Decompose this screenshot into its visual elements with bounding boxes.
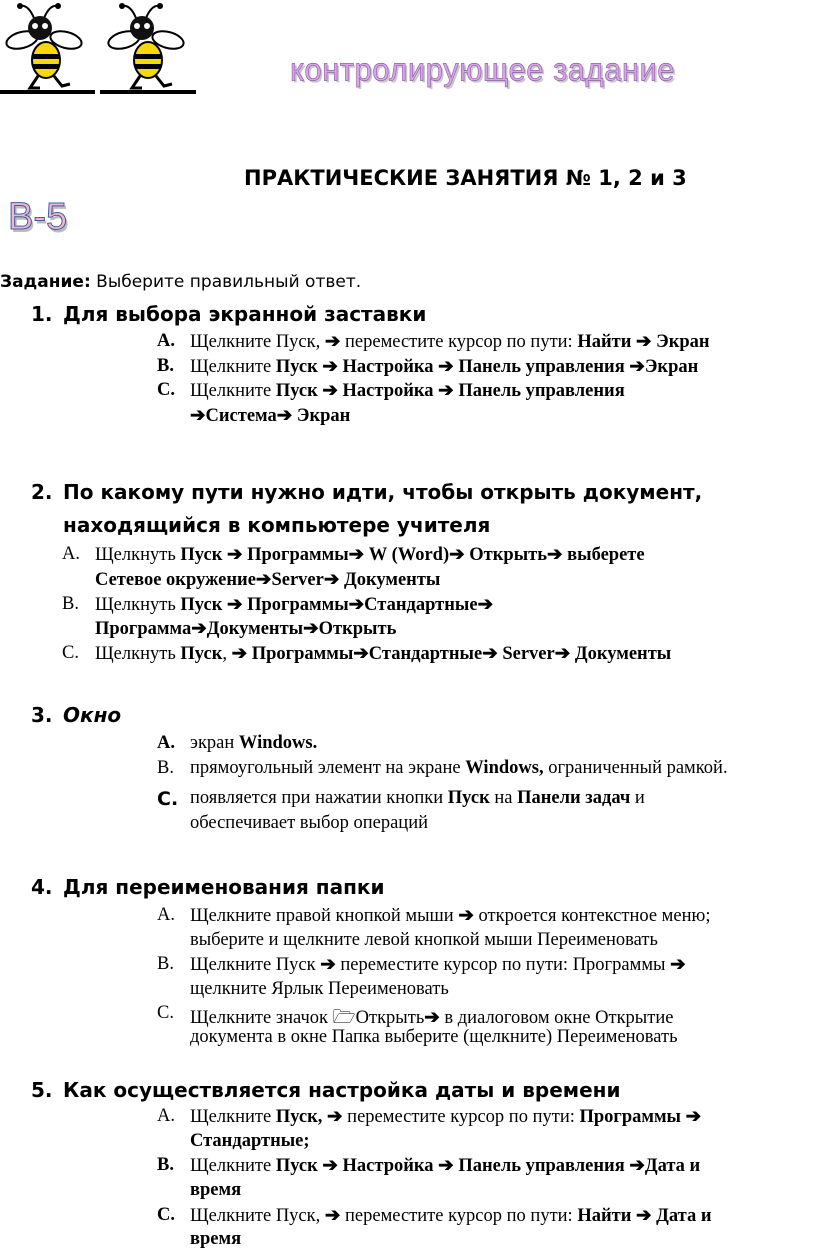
text-segment: Программа [95, 619, 192, 639]
question-text: Как осуществляется настройка даты и времени [63, 1078, 621, 1102]
question-text: По какому пути нужно идти, чтобы открыть документ, [63, 480, 703, 504]
question-number: 5. [31, 1078, 53, 1102]
text-segment: Открыть [464, 545, 548, 565]
text-segment: переместите курсор по пути: [342, 1107, 580, 1127]
text-segment: Щелкните [190, 381, 276, 401]
text-segment: Пуск [180, 595, 227, 615]
question-text: Для переименования папки [63, 875, 385, 899]
text-segment: прямоугольный элемент на экране [190, 758, 466, 778]
text-segment: Панель управления [453, 1156, 630, 1176]
arrow-icon: ➔ [636, 332, 652, 352]
text-segment: Дата и [651, 1206, 712, 1226]
page-title: ПРАКТИЧЕСКИЕ ЗАНЯТИЯ № 1, 2 и 3 [244, 166, 687, 190]
text-segment: Программы [247, 644, 354, 664]
text-segment: Щелкните [190, 1107, 276, 1127]
option-text [190, 356, 698, 378]
arrow-icon: ➔ [547, 545, 563, 565]
arrow-icon: ➔ [458, 906, 474, 926]
text-segment: выберете [562, 545, 645, 565]
arrow-icon: ➔ [303, 619, 319, 639]
text-segment: Щелкните Пуск, [190, 1206, 325, 1226]
question-text: Окно [63, 703, 122, 727]
text-segment: Панель управления [453, 381, 625, 401]
divider [0, 90, 95, 94]
arrow-icon: ➔ [322, 357, 338, 377]
text-segment: Документы [206, 619, 304, 639]
bee-icon [106, 0, 188, 92]
option-letter: B. [157, 356, 174, 376]
text-segment: Щелкните Пуск, [190, 332, 325, 352]
arrow-icon: ➔ [190, 406, 206, 426]
text-segment: Пуск, [275, 1107, 323, 1127]
text-segment: щелкните Ярлык Переименовать [190, 979, 449, 999]
arrow-icon: ➔ [424, 1008, 440, 1028]
folder-icon: 🗁 [332, 1008, 356, 1028]
arrow-icon: ➔ [670, 955, 686, 975]
text-segment: обеспечивает выбор операций [190, 813, 429, 833]
arrow-icon: ➔ [685, 1107, 702, 1127]
text-segment: Щелкните правой кнопкой мыши [190, 906, 459, 926]
text-segment: Найти [577, 1206, 636, 1226]
text-segment: и [630, 788, 645, 808]
arrow-icon: ➔ [323, 570, 340, 590]
option-letter: C. [157, 380, 175, 400]
text-segment: Экран [292, 406, 351, 426]
variant-label: В-5 [8, 196, 68, 238]
arrow-icon: ➔ [276, 406, 293, 426]
text-segment: Экран [644, 357, 699, 377]
option-text [190, 405, 350, 427]
option-text [190, 788, 645, 809]
option-text [190, 1027, 678, 1048]
option-letter: A. [157, 905, 175, 925]
option-letter: B. [157, 758, 174, 778]
arrow-icon: ➔ [231, 644, 248, 664]
text-segment: документа в окне Папка выберите (щелкните) Переименовать [190, 1027, 678, 1047]
text-segment: экран [190, 733, 239, 753]
option-letter: A. [157, 331, 175, 351]
arrow-icon: ➔ [629, 1156, 645, 1176]
text-segment: Server [497, 644, 555, 664]
option-letter: A. [157, 733, 175, 753]
text-segment: Щелкнуть [95, 545, 181, 565]
option-text [190, 1205, 712, 1227]
arrow-icon: ➔ [255, 570, 272, 590]
option-letter: A. [62, 544, 80, 564]
arrow-icon: ➔ [348, 545, 365, 565]
question-number: 2. [31, 480, 53, 504]
text-segment: на [489, 788, 518, 808]
question-number: 1. [31, 302, 53, 326]
question-text: Для выбора экранной заставки [63, 302, 427, 326]
text-segment: Щелкнуть [95, 644, 181, 664]
text-segment: , [222, 644, 232, 664]
option-text [190, 758, 728, 779]
text-segment: откроется контекстное меню; [473, 906, 711, 926]
arrow-icon: ➔ [322, 1156, 338, 1176]
option-text [190, 1155, 700, 1177]
arrow-icon: ➔ [226, 545, 243, 565]
text-segment: переместите курсор по пути: [340, 332, 578, 352]
option-text [95, 569, 440, 591]
text-segment: Настройка [337, 1156, 439, 1176]
arrow-icon: ➔ [477, 595, 494, 615]
text-segment: появляется при нажатии кнопки [190, 788, 448, 808]
text-segment: Сетевое окружение [95, 570, 256, 590]
text-segment: ограниченный рамкой. [543, 758, 728, 778]
option-letter: A. [157, 1106, 175, 1126]
task-label: Задание: [0, 272, 91, 292]
text-segment: Программы [242, 545, 349, 565]
option-text [190, 930, 658, 951]
text-segment: Стандартные; [190, 1131, 310, 1151]
text-segment: Программы [579, 1107, 686, 1127]
arrow-icon: ➔ [629, 357, 645, 377]
option-text [190, 1229, 241, 1250]
text-segment: Стандартные [368, 644, 483, 664]
option-text [95, 594, 493, 616]
option-letter: C. [157, 1003, 174, 1023]
text-segment: Экран [651, 332, 710, 352]
arrow-icon: ➔ [554, 644, 571, 664]
text-segment: Пуск [447, 788, 490, 808]
text-segment: Server [271, 570, 324, 590]
arrow-icon: ➔ [348, 595, 365, 615]
option-text [190, 979, 449, 1000]
text-segment: Система [205, 406, 277, 426]
option-text [190, 1131, 310, 1152]
text-segment: Настройка [337, 381, 439, 401]
arrow-icon: ➔ [438, 357, 454, 377]
option-text [190, 905, 710, 927]
arrow-icon: ➔ [327, 1107, 343, 1127]
option-letter: C. [157, 1205, 175, 1225]
arrow-icon: ➔ [482, 644, 498, 664]
option-text [190, 331, 710, 353]
text-segment: время [190, 1180, 242, 1200]
text-segment: Щелкните значок [190, 1008, 333, 1028]
bee-icon [4, 0, 86, 92]
text-segment: время [190, 1229, 242, 1249]
text-segment: Пуск [275, 1156, 323, 1176]
arrow-icon: ➔ [636, 1206, 652, 1226]
text-segment: Настройка [337, 357, 439, 377]
arrow-icon: ➔ [320, 955, 336, 975]
option-letter: B. [62, 594, 79, 614]
text-segment: W (Word) [364, 545, 450, 565]
text-segment: Документы [339, 570, 441, 590]
text-segment: Щелкните [190, 357, 276, 377]
option-text [190, 1180, 241, 1201]
task-instruction [0, 272, 361, 292]
option-letter: B. [157, 954, 174, 974]
text-segment: Пуск [180, 545, 227, 565]
option-letter: B. [157, 1155, 174, 1175]
text-segment: Программы [242, 595, 349, 615]
text-segment: Стандартные [364, 595, 478, 615]
text-segment: переместите курсор по пути: Программы [335, 955, 671, 975]
option-text [190, 380, 625, 402]
task-text: Выберите правильный ответ. [90, 272, 362, 292]
arrow-icon: ➔ [322, 381, 338, 401]
text-segment: Панель управления [453, 357, 630, 377]
text-segment: Windows. [238, 733, 318, 753]
text-segment: Пуск [275, 381, 323, 401]
text-segment: Открыть [318, 619, 397, 639]
question-text: находящийся в компьютере учителя [63, 513, 491, 537]
text-segment: Щелкните Пуск [190, 955, 321, 975]
option-text [95, 643, 671, 665]
text-segment: выберите и щелкните левой кнопкой мыши Переименовать [190, 930, 658, 950]
option-text [190, 954, 686, 976]
question-number: 4. [31, 875, 53, 899]
arrow-icon: ➔ [438, 381, 454, 401]
arrow-icon: ➔ [226, 595, 243, 615]
text-segment: Щелкните [190, 1156, 276, 1176]
text-segment: Windows, [465, 758, 544, 778]
option-letter: C. [62, 643, 79, 663]
arrow-icon: ➔ [353, 644, 369, 664]
question-number: 3. [31, 703, 53, 727]
arrow-icon: ➔ [324, 1206, 341, 1226]
option-letter: C. [157, 788, 179, 810]
text-segment: Найти [577, 332, 636, 352]
text-segment: Дата и [644, 1156, 701, 1176]
text-segment: Документы [570, 644, 672, 664]
arrow-icon: ➔ [324, 332, 341, 352]
option-text [190, 1106, 701, 1128]
wordart-heading: контролирующее задание [290, 51, 676, 88]
option-text [95, 544, 645, 566]
text-segment: Пуск [180, 644, 223, 664]
text-segment: Щелкнуть [95, 595, 181, 615]
option-text [190, 813, 428, 834]
text-segment: переместите курсор по пути: [340, 1206, 578, 1226]
arrow-icon: ➔ [449, 545, 465, 565]
option-text [95, 618, 396, 640]
arrow-icon: ➔ [438, 1156, 454, 1176]
text-segment: Открыть [355, 1008, 425, 1028]
text-segment: в диалоговом окне Открытие [439, 1008, 674, 1028]
arrow-icon: ➔ [191, 619, 207, 639]
text-segment: Пуск [275, 357, 323, 377]
option-text [190, 733, 317, 754]
text-segment: Панели задач [517, 788, 631, 808]
divider [100, 90, 196, 94]
